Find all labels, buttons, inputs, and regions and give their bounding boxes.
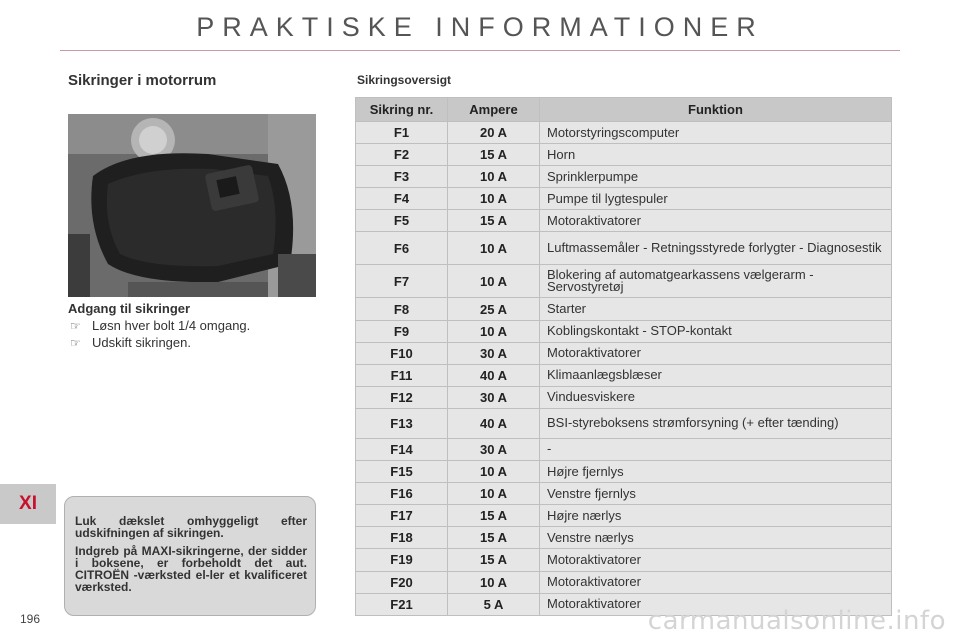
fuse-ampere: 15 A [448,527,540,549]
fuse-function: Venstre nærlys [540,527,892,549]
fuse-function: Venstre fjernlys [540,483,892,505]
fuse-ampere: 10 A [448,188,540,210]
fuse-function: Pumpe til lygtespuler [540,188,892,210]
step-list-item [70,318,250,333]
watermark-text: carmanualsonline.info [647,606,946,636]
engine-fusebox-photo [68,114,316,297]
fuse-ampere: 15 A [448,210,540,232]
fuse-function: - [540,438,892,460]
note-paragraph: Indgreb på MAXI-sikringerne, der sidder i boksene, er forbeholdt det aut. CITROËN -værksted el-ler et kvalificeret værksted. [75,544,307,594]
fuse-number: F3 [356,166,448,188]
title-divider [60,50,900,51]
section-title: Sikringer i motorrum [68,72,217,89]
fuse-function: Horn [540,144,892,166]
fuse-number: F15 [356,461,448,483]
fuse-ampere: 20 A [448,122,540,144]
page-title: PRAKTISKE INFORMATIONER [196,12,764,42]
page-number: 196 [20,612,41,626]
fuse-function: Motorstyringscomputer [540,122,892,144]
fuse-ampere: 10 A [448,571,540,593]
fuse-function: Højre nærlys [540,505,892,527]
fuse-ampere: 15 A [448,144,540,166]
column-header-function: Funktion [540,98,892,122]
fuse-number: F12 [356,386,448,408]
fuse-ampere: 10 A [448,265,540,298]
table-row [356,265,892,298]
table-row [356,232,892,265]
table-row [356,438,892,460]
table-row [356,527,892,549]
fuse-function: Sprinklerpumpe [540,166,892,188]
fuse-number: F14 [356,438,448,460]
access-title: Adgang til sikringer [68,301,191,316]
fuse-number: F2 [356,144,448,166]
fuse-number: F19 [356,549,448,571]
pointing-hand-icon: ☞ [70,319,81,333]
fuse-number: F9 [356,320,448,342]
table-row [356,549,892,571]
fuse-number: F4 [356,188,448,210]
chapter-tab: XI [0,484,56,524]
fuse-ampere: 40 A [448,364,540,386]
table-row [356,298,892,320]
fuse-ampere: 5 A [448,593,540,615]
table-row [356,144,892,166]
fuse-number: F17 [356,505,448,527]
fuse-number: F20 [356,571,448,593]
table-row [356,408,892,438]
fuse-ampere: 10 A [448,166,540,188]
fuse-ampere: 10 A [448,232,540,265]
fuse-ampere: 10 A [448,320,540,342]
fuse-function: Motoraktivatorer [540,549,892,571]
step-list-item [70,335,191,350]
fuse-function: Motoraktivatorer [540,210,892,232]
table-header-row [356,98,892,122]
fuse-ampere: 40 A [448,408,540,438]
table-row [356,364,892,386]
table-row [356,461,892,483]
fuse-number: F6 [356,232,448,265]
table-row [356,166,892,188]
table-row [356,188,892,210]
table-row [356,342,892,364]
fuse-number: F11 [356,364,448,386]
table-row [356,210,892,232]
column-header-fuse-number: Sikring nr. [356,98,448,122]
fuse-function: Motoraktivatorer [540,593,892,615]
fuse-number: F10 [356,342,448,364]
fuse-function: Klimaanlægsblæser [540,364,892,386]
fuse-number: F13 [356,408,448,438]
fuse-function: Højre fjernlys [540,461,892,483]
fuse-ampere: 10 A [448,461,540,483]
fuse-table [355,97,892,616]
table-row [356,386,892,408]
table-row [356,320,892,342]
fuse-function: Blokering af automatgearkassens vælgerarm - Servostyretøj [540,265,892,298]
fuse-ampere: 30 A [448,386,540,408]
fuse-ampere: 15 A [448,549,540,571]
table-row [356,571,892,593]
note-paragraph: Luk dækslet omhyggeligt efter udskifningen af sikringen. [75,514,307,540]
note-box [64,496,316,616]
fuse-number: F18 [356,527,448,549]
fuse-ampere: 25 A [448,298,540,320]
step-text: Løsn hver bolt 1/4 omgang. [92,318,251,333]
fuse-function: Starter [540,298,892,320]
table-row [356,122,892,144]
fuse-function: Motoraktivatorer [540,571,892,593]
fuse-number: F16 [356,483,448,505]
fuse-ampere: 30 A [448,438,540,460]
table-row [356,505,892,527]
table-title: Sikringsoversigt [357,73,452,87]
fuse-number: F8 [356,298,448,320]
fuse-ampere: 15 A [448,505,540,527]
fuse-function: Motoraktivatorer [540,342,892,364]
fuse-function: BSI-styreboksens strømforsyning (+ efter tænding) [540,408,892,438]
fuse-ampere: 30 A [448,342,540,364]
pointing-hand-icon: ☞ [70,336,81,350]
fuse-number: F7 [356,265,448,298]
table-row [356,483,892,505]
fuse-number: F21 [356,593,448,615]
step-text: Udskift sikringen. [92,335,191,350]
fuse-function: Vinduesviskere [540,386,892,408]
fuse-number: F5 [356,210,448,232]
fuse-function: Luftmassemåler - Retningsstyrede forlygter - Diagnosestik [540,232,892,265]
fuse-number: F1 [356,122,448,144]
fuse-ampere: 10 A [448,483,540,505]
column-header-ampere: Ampere [448,98,540,122]
fuse-function: Koblingskontakt - STOP-kontakt [540,320,892,342]
